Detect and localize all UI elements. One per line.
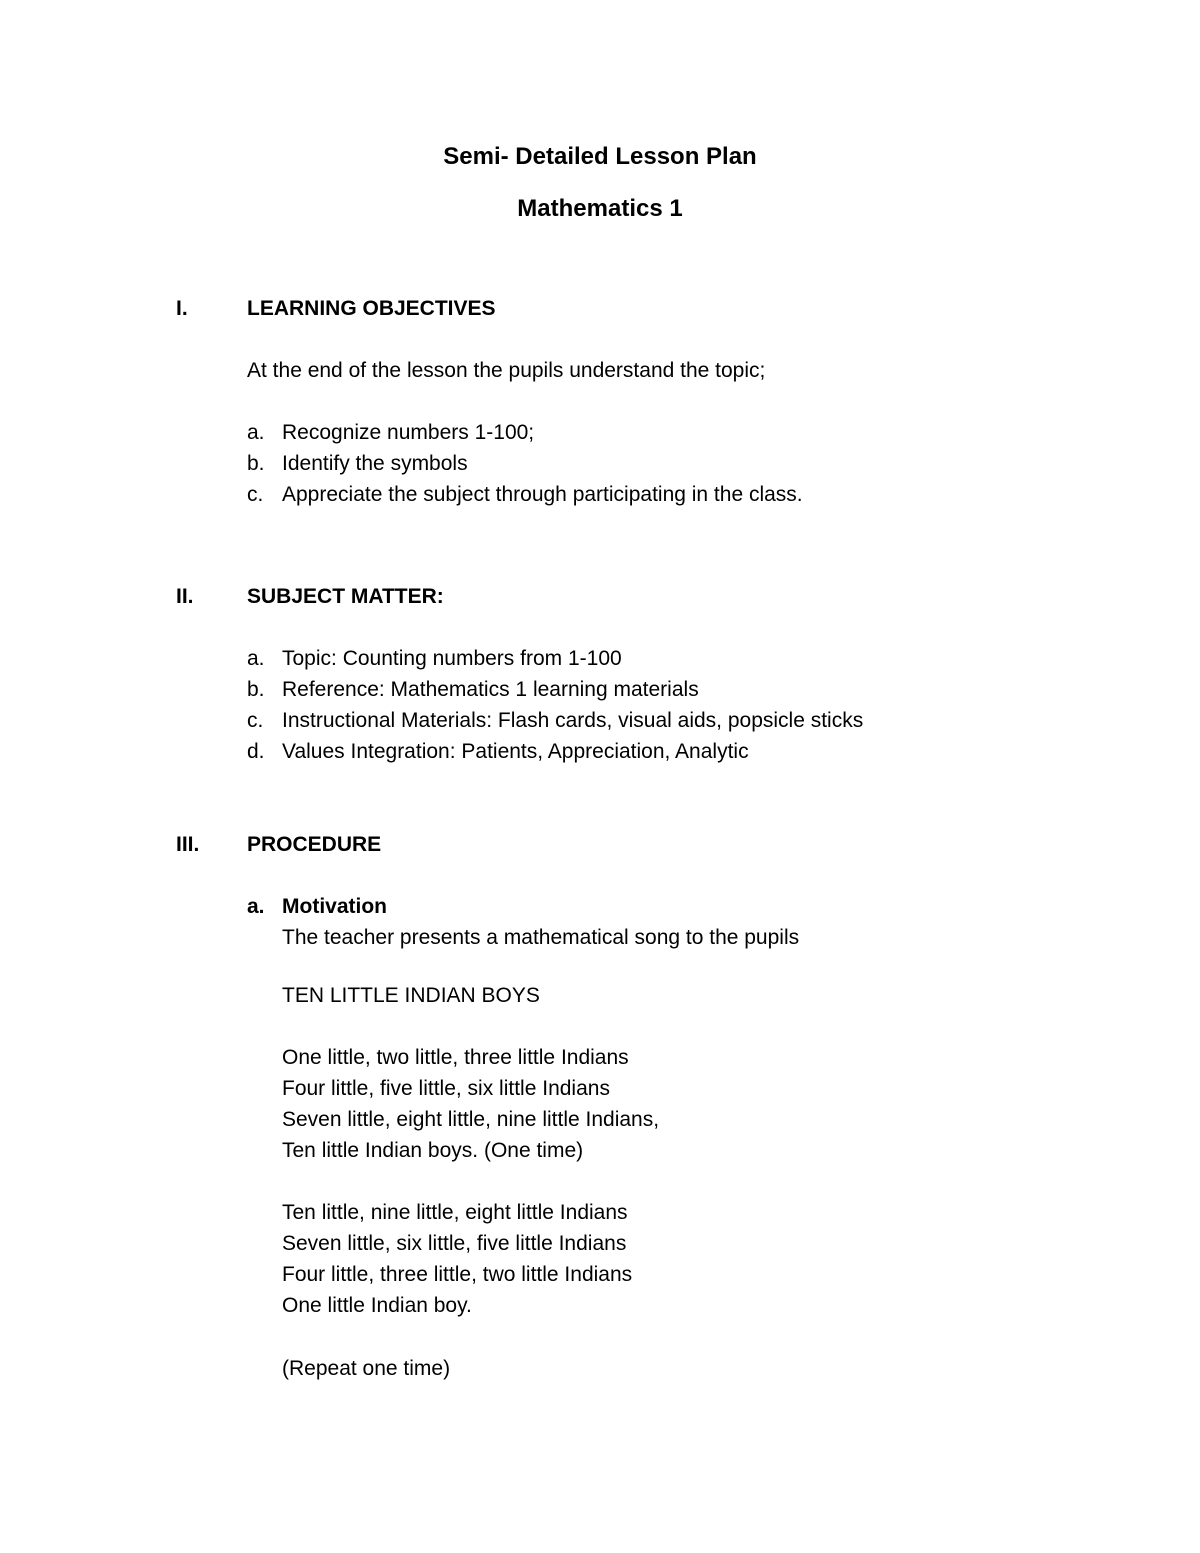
motivation-label: Motivation — [282, 895, 387, 918]
list-marker: a. — [247, 895, 265, 918]
subject-item: Values Integration: Patients, Appreciation, Analytic — [282, 740, 749, 763]
repeat-note: (Repeat one time) — [282, 1357, 451, 1380]
list-marker: d. — [247, 740, 265, 763]
subject-item: Reference: Mathematics 1 learning materials — [282, 678, 699, 701]
song-line: Ten little Indian boys. (One time) — [282, 1139, 584, 1162]
subject-item: Topic: Counting numbers from 1-100 — [282, 647, 622, 670]
song-line: Seven little, eight little, nine little Indians, — [282, 1108, 660, 1131]
song-title: TEN LITTLE INDIAN BOYS — [282, 984, 540, 1007]
song-line: Seven little, six little, five little Indians — [282, 1232, 627, 1255]
song-line: One little Indian boy. — [282, 1294, 472, 1317]
list-marker: b. — [247, 678, 265, 701]
song-verse-2 — [282, 1197, 632, 1321]
list-marker: c. — [247, 483, 264, 506]
list-marker: a. — [247, 421, 265, 444]
list-marker: a. — [247, 647, 265, 670]
motivation-description: The teacher presents a mathematical song to the pupils — [282, 926, 800, 949]
section-heading: PROCEDURE — [247, 833, 382, 856]
objectives-intro: At the end of the lesson the pupils understand the topic; — [247, 359, 766, 382]
subject-item: Instructional Materials: Flash cards, visual aids, popsicle sticks — [282, 709, 864, 732]
section-numeral: III. — [176, 833, 200, 856]
objective-item: Identify the symbols — [282, 452, 468, 475]
list-marker: c. — [247, 709, 264, 732]
section-heading: SUBJECT MATTER: — [247, 585, 444, 608]
document-subtitle: Mathematics 1 — [517, 195, 683, 222]
song-verse-1 — [282, 1042, 659, 1166]
section-heading: LEARNING OBJECTIVES — [247, 297, 496, 320]
song-line: Ten little, nine little, eight little Indians — [282, 1201, 628, 1224]
list-marker: b. — [247, 452, 265, 475]
song-line: Four little, five little, six little Indians — [282, 1077, 610, 1100]
song-line: Four little, three little, two little Indians — [282, 1263, 633, 1286]
objective-item: Appreciate the subject through participating in the class. — [282, 483, 803, 506]
document-title: Semi- Detailed Lesson Plan — [443, 143, 757, 170]
objective-item: Recognize numbers 1-100; — [282, 421, 535, 444]
song-line: One little, two little, three little Indians — [282, 1046, 629, 1069]
section-numeral: I. — [176, 297, 188, 320]
section-numeral: II. — [176, 585, 194, 608]
